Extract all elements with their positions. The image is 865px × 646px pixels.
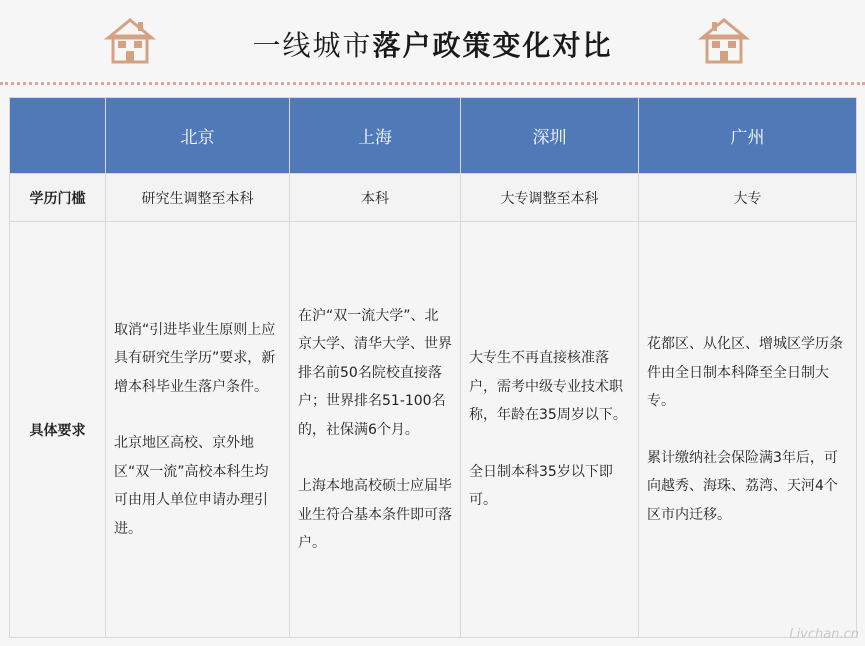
watermark: Livchan.cn [789, 627, 859, 642]
dotted-divider [0, 82, 865, 85]
header-corner [10, 98, 106, 174]
table-cell [639, 222, 857, 638]
table-cell: 本科 [290, 174, 461, 222]
house-icon [698, 16, 750, 66]
cell-paragraph: 全日制本科35岁以下即可。 [469, 463, 613, 509]
column-header-shenzhen: 深圳 [461, 98, 639, 174]
table-row [10, 222, 857, 638]
table-cell: 大专调整至本科 [461, 174, 639, 222]
row-label: 学历门槛 [10, 174, 106, 222]
cell-paragraph: 花都区、从化区、增城区学历条件由全日制本科降至全日制大专。 [647, 336, 843, 409]
table-cell: 大专 [639, 174, 857, 222]
cell-paragraph: 累计缴纳社会保险满3年后，可向越秀、海珠、荔湾、天河4个区市内迁移。 [647, 449, 838, 523]
table-header-row [10, 98, 857, 174]
column-header-beijing: 北京 [106, 98, 290, 174]
table-cell: 研究生调整至本科 [106, 174, 290, 222]
table-cell [290, 222, 461, 638]
column-header-guangzhou: 广州 [639, 98, 857, 174]
header [0, 0, 865, 80]
table-cell [461, 222, 639, 638]
row-label: 具体要求 [10, 222, 106, 638]
cell-paragraph: 上海本地高校硕士应届毕业生符合基本条件即可落户。 [298, 478, 452, 551]
page-title: 一线城市落户政策变化对比 [252, 29, 613, 62]
table-cell [106, 222, 290, 638]
comparison-table [9, 97, 857, 638]
cell-paragraph: 在沪“双一流大学”、北京大学、清华大学、世界排名前50名院校直接落户；世界排名51-100名的，社保满6个月。 [298, 307, 452, 438]
cell-paragraph: 取消“引进毕业生原则上应具有研究生学历”要求，新增本科毕业生落户条件。 [114, 321, 276, 395]
cell-paragraph: 大专生不再直接核准落户，需考中级专业技术职称，年龄在35周岁以下。 [469, 350, 627, 424]
table-row [10, 174, 857, 222]
column-header-shanghai: 上海 [290, 98, 461, 174]
cell-paragraph: 北京地区高校、京外地区“双一流”高校本科生均可由用人单位申请办理引进。 [114, 435, 269, 537]
